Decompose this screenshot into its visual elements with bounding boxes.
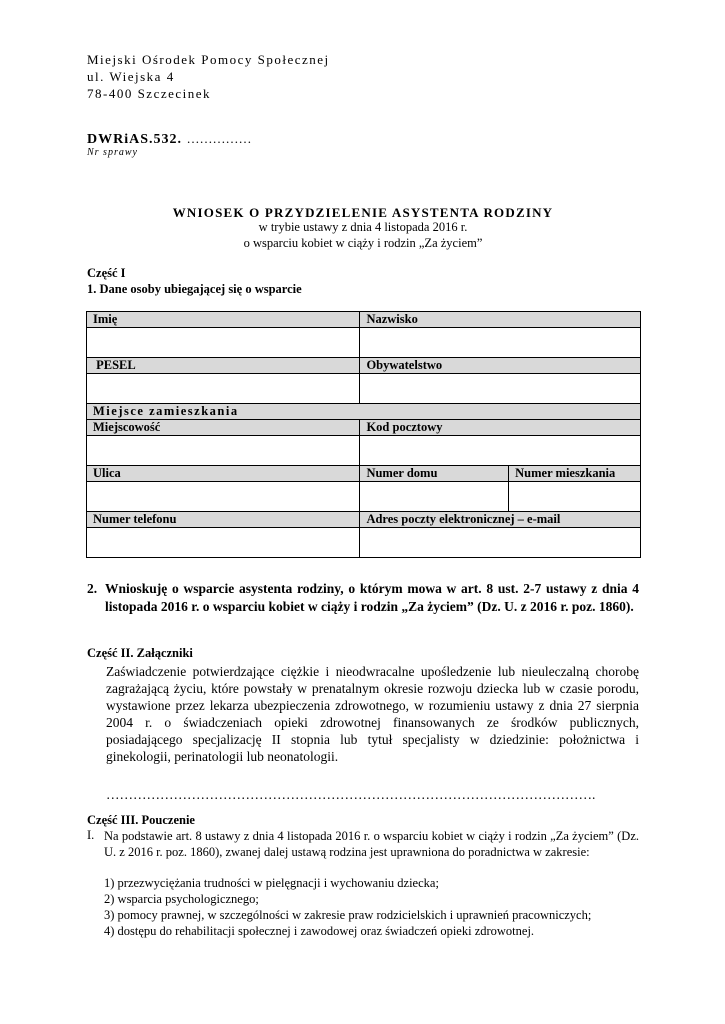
pesel-label: PESEL <box>87 358 360 374</box>
request-statement <box>87 580 639 616</box>
header-city: 78-400 Szczecinek <box>87 86 212 101</box>
header-street: ul. Wiejska 4 <box>87 69 175 84</box>
email-label: Adres poczty elektronicznej – e-mail <box>360 512 641 528</box>
request-number: 2. <box>87 581 98 596</box>
instruction-roman-numeral: I. <box>87 828 95 842</box>
first-name-label: Imię <box>87 312 360 328</box>
instruction-item-1: 1) przezwyciężania trudności w pielęgnacji i wychowaniu dziecka; <box>104 876 439 890</box>
last-name-field[interactable] <box>360 328 641 358</box>
last-name-label: Nazwisko <box>360 312 641 328</box>
phone-field[interactable] <box>87 528 360 558</box>
street-label: Ulica <box>87 466 360 482</box>
phone-label: Numer telefonu <box>87 512 360 528</box>
case-number-label: Nr sprawy <box>87 147 138 158</box>
part1-label: Część I <box>87 266 126 280</box>
postal-code-label: Kod pocztowy <box>360 420 641 436</box>
part3-label: Część III. Pouczenie <box>87 813 195 827</box>
attachment2-blank[interactable]: ………………………………………………………………………………………………. <box>106 787 596 802</box>
house-number-label: Numer domu <box>360 466 509 482</box>
attachment1-text: Zaświadczenie potwierdzające ciężkie i nieodwracalne upośledzenie lub nieuleczalną chorobę zagrażającą życiu, które powstały w prenatalnym okresie rozwoju dziecka lub w czasie porodu, wystawione przez lekarza ubezpieczenia zdrowotnego, w rozumieniu ustawy z dnia 27 sierpnia 2004 r. o świadczeniach opieki zdrowotnej finansowanych ze środków publicznych, posiadającego specjalizację II stopnia lub tytuł specjalisty w dziedzinie: położnictwa i ginekologii, perinatologii lub neonatologii. <box>106 664 639 764</box>
case-number-line <box>87 131 252 148</box>
instruction-item-3: 3) pomocy prawnej, w szczególności w zakresie praw rodzicielskich i uprawnień pracowniczych; <box>104 908 592 922</box>
first-name-field[interactable] <box>87 328 360 358</box>
case-number-dots[interactable]: …………… <box>186 131 252 146</box>
document-title: WNIOSEK O PRZYDZIELENIE ASYSTENTA RODZINY <box>172 205 554 220</box>
residence-section-label: Miejsce zamieszkania <box>87 404 641 420</box>
house-number-field[interactable] <box>360 482 509 512</box>
apartment-number-label: Numer mieszkania <box>509 466 641 482</box>
instruction-item-4: 4) dostępu do rehabilitacji społecznej i zawodowej oraz świadczeń opieki zdrowotnej. <box>104 924 535 938</box>
apartment-number-field[interactable] <box>509 482 641 512</box>
pesel-field[interactable] <box>87 374 360 404</box>
citizenship-label: Obywatelstwo <box>360 358 641 374</box>
request-text: Wnioskuję o wsparcie asystenta rodziny, o którym mowa w art. 8 ust. 2-7 ustawy z dnia 4 listopada 2016 r. o wsparciu kobiet w ciąży i rodzin „Za życiem” (Dz. U. z 2016 r. poz. 1860). <box>105 581 639 614</box>
header-institution: Miejski Ośrodek Pomocy Społecznej <box>87 52 330 67</box>
postal-code-field[interactable] <box>360 436 641 466</box>
city-label: Miejscowość <box>87 420 360 436</box>
city-field[interactable] <box>87 436 360 466</box>
street-field[interactable] <box>87 482 360 512</box>
part1-heading: 1. Dane osoby ubiegającej się o wsparcie <box>87 282 302 296</box>
citizenship-field[interactable] <box>360 374 641 404</box>
case-number: DWRiAS.532. <box>87 132 183 147</box>
instruction-intro: Na podstawie art. 8 ustawy z dnia 4 listopada 2016 r. o wsparciu kobiet w ciąży i rodzin „Za życiem” (Dz. U. z 2016 r. poz. 1860), zwanej dalej ustawą rodzina jest uprawniona do poradnictwa w zakresie: <box>104 829 639 859</box>
document-subtitle-2: o wsparciu kobiet w ciąży i rodzin „Za życiem” <box>243 236 483 250</box>
part2-label: Część II. Załączniki <box>87 646 193 660</box>
email-field[interactable] <box>360 528 641 558</box>
instruction-item-2: 2) wsparcia psychologicznego; <box>104 892 259 906</box>
document-subtitle-1: w trybie ustawy z dnia 4 listopada 2016 r. <box>258 220 468 234</box>
applicant-data-table <box>86 311 641 558</box>
